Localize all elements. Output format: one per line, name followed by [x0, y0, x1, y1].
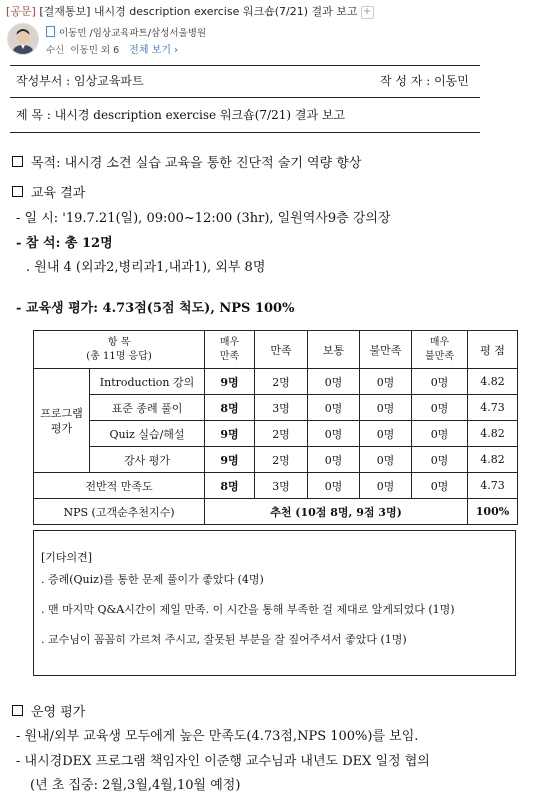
cell-very-satisfied: 9명 [205, 421, 255, 447]
result-heading-text: 교육 결과 [31, 186, 86, 201]
cell-satisfied: 2명 [255, 447, 308, 473]
nps-detail: 추천 (10점 8명, 9점 3명) [205, 499, 468, 525]
cell-very-satisfied: 8명 [205, 395, 255, 421]
cell-dissatisfied: 0명 [360, 447, 412, 473]
row-label: Introduction 강의 [90, 369, 205, 395]
attendance-line: - 참 석: 총 12명 [16, 236, 113, 251]
ops-line: (년 초 집중: 2월,3월,4월,10월 예정) [30, 778, 241, 793]
row-label: 표준 종례 풀이 [90, 395, 205, 421]
cell-very-dissatisfied: 0명 [412, 421, 468, 447]
subject-text: [결재통보] 내시경 description exercise 워크숍(7/21) 결과 보고 [39, 5, 358, 18]
mail-subject[interactable] [6, 3, 374, 19]
header-satisfied: 만족 [255, 331, 308, 369]
cell-very-satisfied: 9명 [205, 369, 255, 395]
ops-heading [12, 701, 85, 720]
header-neutral: 보통 [308, 331, 360, 369]
table-row [34, 447, 518, 473]
checkbox-icon [12, 186, 23, 197]
row-label: 강사 평가 [90, 447, 205, 473]
view-all-label: 전체 보기 [129, 45, 171, 56]
cell-neutral: 0명 [308, 395, 360, 421]
cell-neutral: 0명 [308, 369, 360, 395]
row-label: Quiz 실습/해설 [90, 421, 205, 447]
ops-line: - 원내/외부 교육생 모두에게 높은 만족도(4.73점,NPS 100%)를 보임. [16, 729, 419, 744]
date-line: - 일 시: '19.7.21(일), 09:00~12:00 (3hr), 일원역사9층 강의장 [16, 211, 391, 226]
recipients-label: 수신 [46, 45, 65, 56]
table-row-overall [34, 473, 518, 499]
cell-neutral: 0명 [308, 447, 360, 473]
recipients-row [46, 41, 178, 56]
opinion-item: . 증례(Quiz)를 통한 문제 풀이가 좋았다 (4명) [41, 573, 264, 586]
ops-heading-text: 운영 평가 [31, 705, 86, 720]
view-all-link[interactable]: 전체 보기 › [129, 45, 179, 56]
overall-label: 전반적 만족도 [34, 473, 205, 499]
opinions-box [33, 530, 516, 676]
add-tag-icon[interactable]: + [361, 6, 374, 19]
purpose-text: 목적: 내시경 소견 실습 교육을 통한 진단적 술기 역량 향상 [31, 156, 362, 171]
opinion-item: . 맨 마지막 Q&A시간이 제일 만족. 이 시간을 통해 부족한 걸 제대로 알게되었다 (1명) [41, 603, 455, 616]
author-dept: 작성부서 : 임상교육파트 [16, 74, 144, 88]
cell-score: 4.82 [468, 369, 518, 395]
header-dissatisfied: 불만족 [360, 331, 412, 369]
cell-neutral: 0명 [308, 473, 360, 499]
header-score: 평 점 [468, 331, 518, 369]
opinion-item: . 교수님이 꼼꼼히 가르쳐 주시고, 잘못된 부분을 잘 짚어주셔서 좋았다 (1명) [41, 633, 407, 646]
cell-very-dissatisfied: 0명 [412, 395, 468, 421]
sender-name: 이동민 /임상교육파트/삼성서울병원 [59, 28, 207, 39]
sender-info[interactable] [46, 25, 206, 39]
nps-value: 100% [468, 499, 518, 525]
cell-neutral: 0명 [308, 421, 360, 447]
evaluation-table [33, 330, 518, 525]
header-very-satisfied: 매우 만족 [205, 331, 255, 369]
result-heading [12, 182, 85, 201]
mail-header [0, 0, 533, 60]
table-row [34, 395, 518, 421]
subject-tag: [공문] [6, 5, 36, 18]
avatar[interactable] [7, 23, 39, 55]
cell-score: 4.82 [468, 447, 518, 473]
header-very-dissatisfied: 매우 불만족 [412, 331, 468, 369]
item-subheader: (총 11명 응답) [86, 350, 152, 362]
cell-dissatisfied: 0명 [360, 421, 412, 447]
cell-satisfied: 3명 [255, 473, 308, 499]
cell-very-dissatisfied: 0명 [412, 369, 468, 395]
nps-label: NPS (고객순추천지수) [34, 499, 205, 525]
ops-line: - 내시경DEX 프로그램 책임자인 이준행 교수님과 내년도 DEX 일정 협의 [16, 754, 430, 769]
purpose-line [12, 152, 361, 171]
author-name: 작 성 자 : 이동민 [380, 74, 469, 88]
bookmark-icon[interactable] [46, 26, 55, 37]
table-header-row [34, 331, 518, 369]
cell-dissatisfied: 0명 [360, 369, 412, 395]
evaluation-heading: - 교육생 평가: 4.73점(5점 척도), NPS 100% [16, 301, 295, 316]
item-header-cell [34, 331, 205, 369]
divider [10, 97, 480, 98]
opinions-title: [기타의견] [41, 551, 93, 564]
cell-satisfied: 2명 [255, 369, 308, 395]
cell-score: 4.73 [468, 395, 518, 421]
document-title: 제 목 : 내시경 description exercise 워크숍(7/21) 결과 보고 [16, 108, 346, 122]
attendance-detail: . 원내 4 (외과2,병리과1,내과1), 외부 8명 [26, 260, 266, 275]
cell-satisfied: 2명 [255, 421, 308, 447]
divider [10, 65, 480, 66]
cell-dissatisfied: 0명 [360, 473, 412, 499]
group-label-cell: 프로그램 평가 [34, 369, 90, 473]
cell-very-satisfied: 9명 [205, 447, 255, 473]
item-header: 항 목 [107, 336, 131, 348]
cell-very-satisfied: 8명 [205, 473, 255, 499]
table-row-nps [34, 499, 518, 525]
cell-very-dissatisfied: 0명 [412, 447, 468, 473]
recipients-list[interactable]: 이동민 외 6 [70, 45, 120, 56]
divider [10, 132, 480, 133]
cell-score: 4.73 [468, 473, 518, 499]
checkbox-icon [12, 156, 23, 167]
cell-score: 4.82 [468, 421, 518, 447]
cell-satisfied: 3명 [255, 395, 308, 421]
table-row [34, 369, 518, 395]
checkbox-icon [12, 705, 23, 716]
cell-very-dissatisfied: 0명 [412, 473, 468, 499]
avatar-photo-icon [8, 24, 38, 54]
table-row [34, 421, 518, 447]
cell-dissatisfied: 0명 [360, 395, 412, 421]
